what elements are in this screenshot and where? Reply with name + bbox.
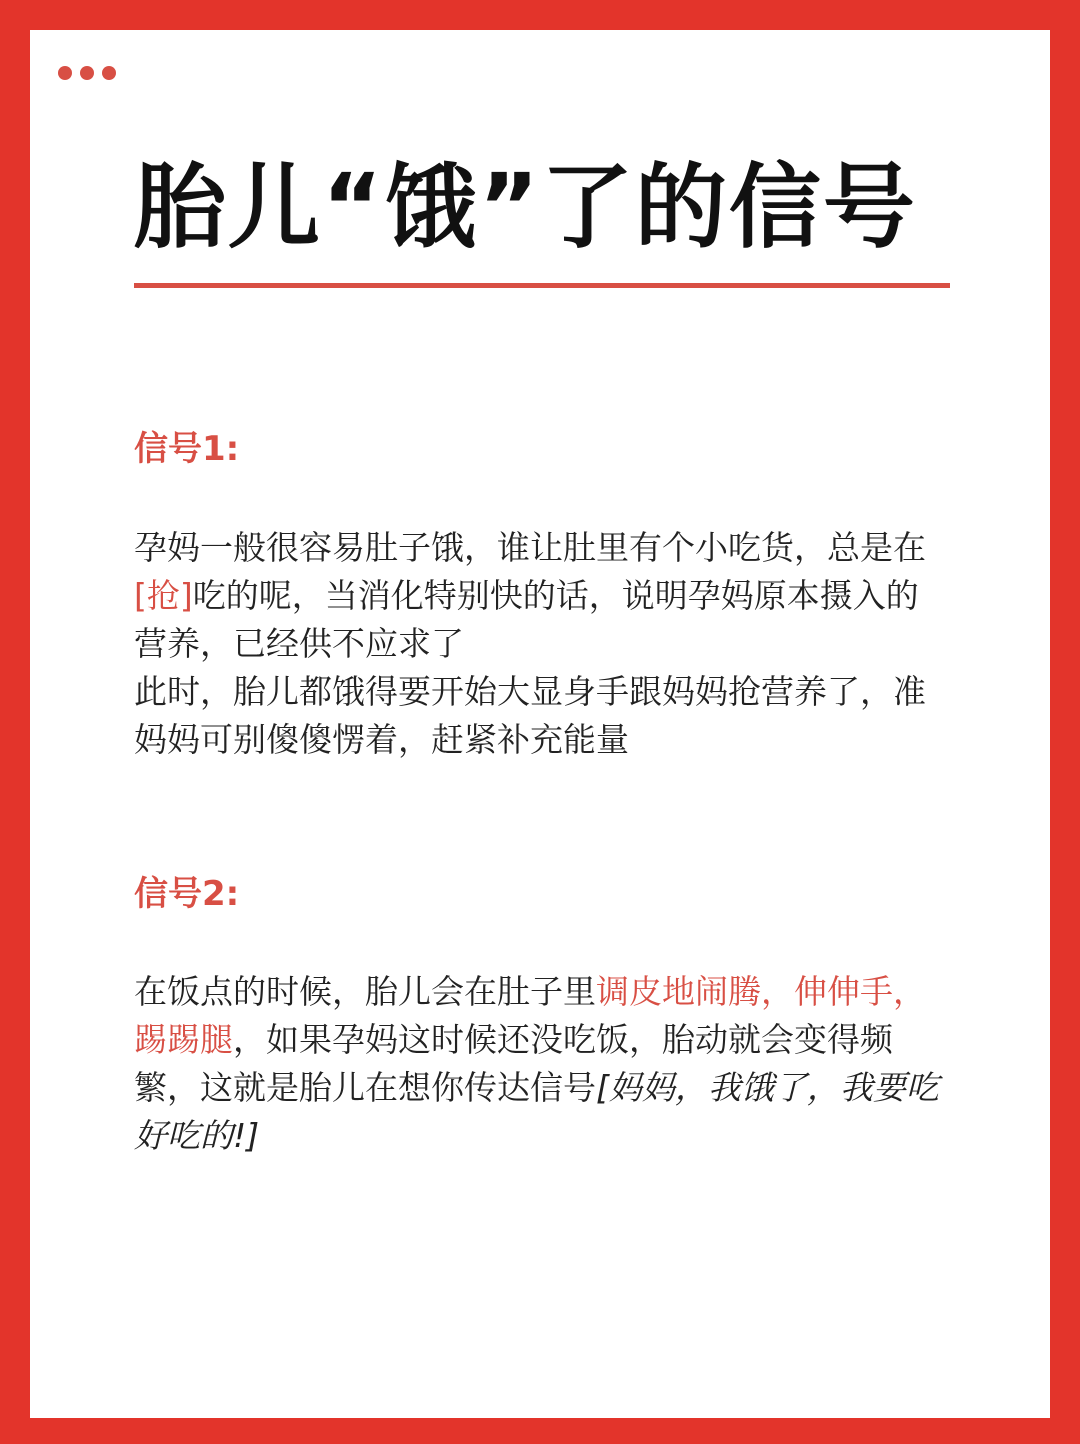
quote-text: [妈妈，我饿了，我要吃 xyxy=(596,1068,939,1107)
body-text: ，如果孕妈这时候还没吃饭，胎动就会变得频 xyxy=(233,1020,893,1059)
quote-text: 好吃的!] xyxy=(134,1116,260,1155)
text-line xyxy=(134,716,994,764)
text-line xyxy=(134,1112,994,1160)
highlight-text: 调皮地闹腾，伸伸手， xyxy=(596,972,926,1011)
text-line xyxy=(134,1016,994,1064)
body-text: 孕妈一般很容易肚子饿，谁让肚里有个小吃货，总是在 xyxy=(134,528,926,567)
text-line xyxy=(134,572,994,620)
body-text: 此时，胎儿都饿得要开始大显身手跟妈妈抢营养了，准 xyxy=(134,672,926,711)
highlight-text: [抢] xyxy=(134,576,193,615)
dot-icon xyxy=(80,66,94,80)
text-line xyxy=(134,668,994,716)
body-text: 营养，已经供不应求了 xyxy=(134,624,464,663)
text-line xyxy=(134,1064,994,1112)
text-line xyxy=(134,620,994,668)
dot-icon xyxy=(102,66,116,80)
section-2-heading: 信号2: xyxy=(134,874,240,914)
content-card xyxy=(30,30,1050,1418)
body-text: 在饭点的时候，胎儿会在肚子里 xyxy=(134,972,596,1011)
body-text: 繁，这就是胎儿在想你传达信号 xyxy=(134,1068,596,1107)
decorative-dots xyxy=(58,66,116,80)
text-line xyxy=(134,968,994,1016)
dot-icon xyxy=(58,66,72,80)
section-1-heading: 信号1: xyxy=(134,429,240,469)
body-text: 妈妈可别傻傻愣着，赶紧补充能量 xyxy=(134,720,629,759)
page-title: 胎儿“饿”了的信号 xyxy=(134,154,917,261)
highlight-text: 踢踢腿 xyxy=(134,1020,233,1059)
section-2-body xyxy=(134,968,994,1160)
title-divider xyxy=(134,283,950,288)
text-line xyxy=(134,524,994,572)
section-1-body xyxy=(134,524,994,764)
body-text: 吃的呢，当消化特别快的话，说明孕妈原本摄入的 xyxy=(192,576,919,615)
